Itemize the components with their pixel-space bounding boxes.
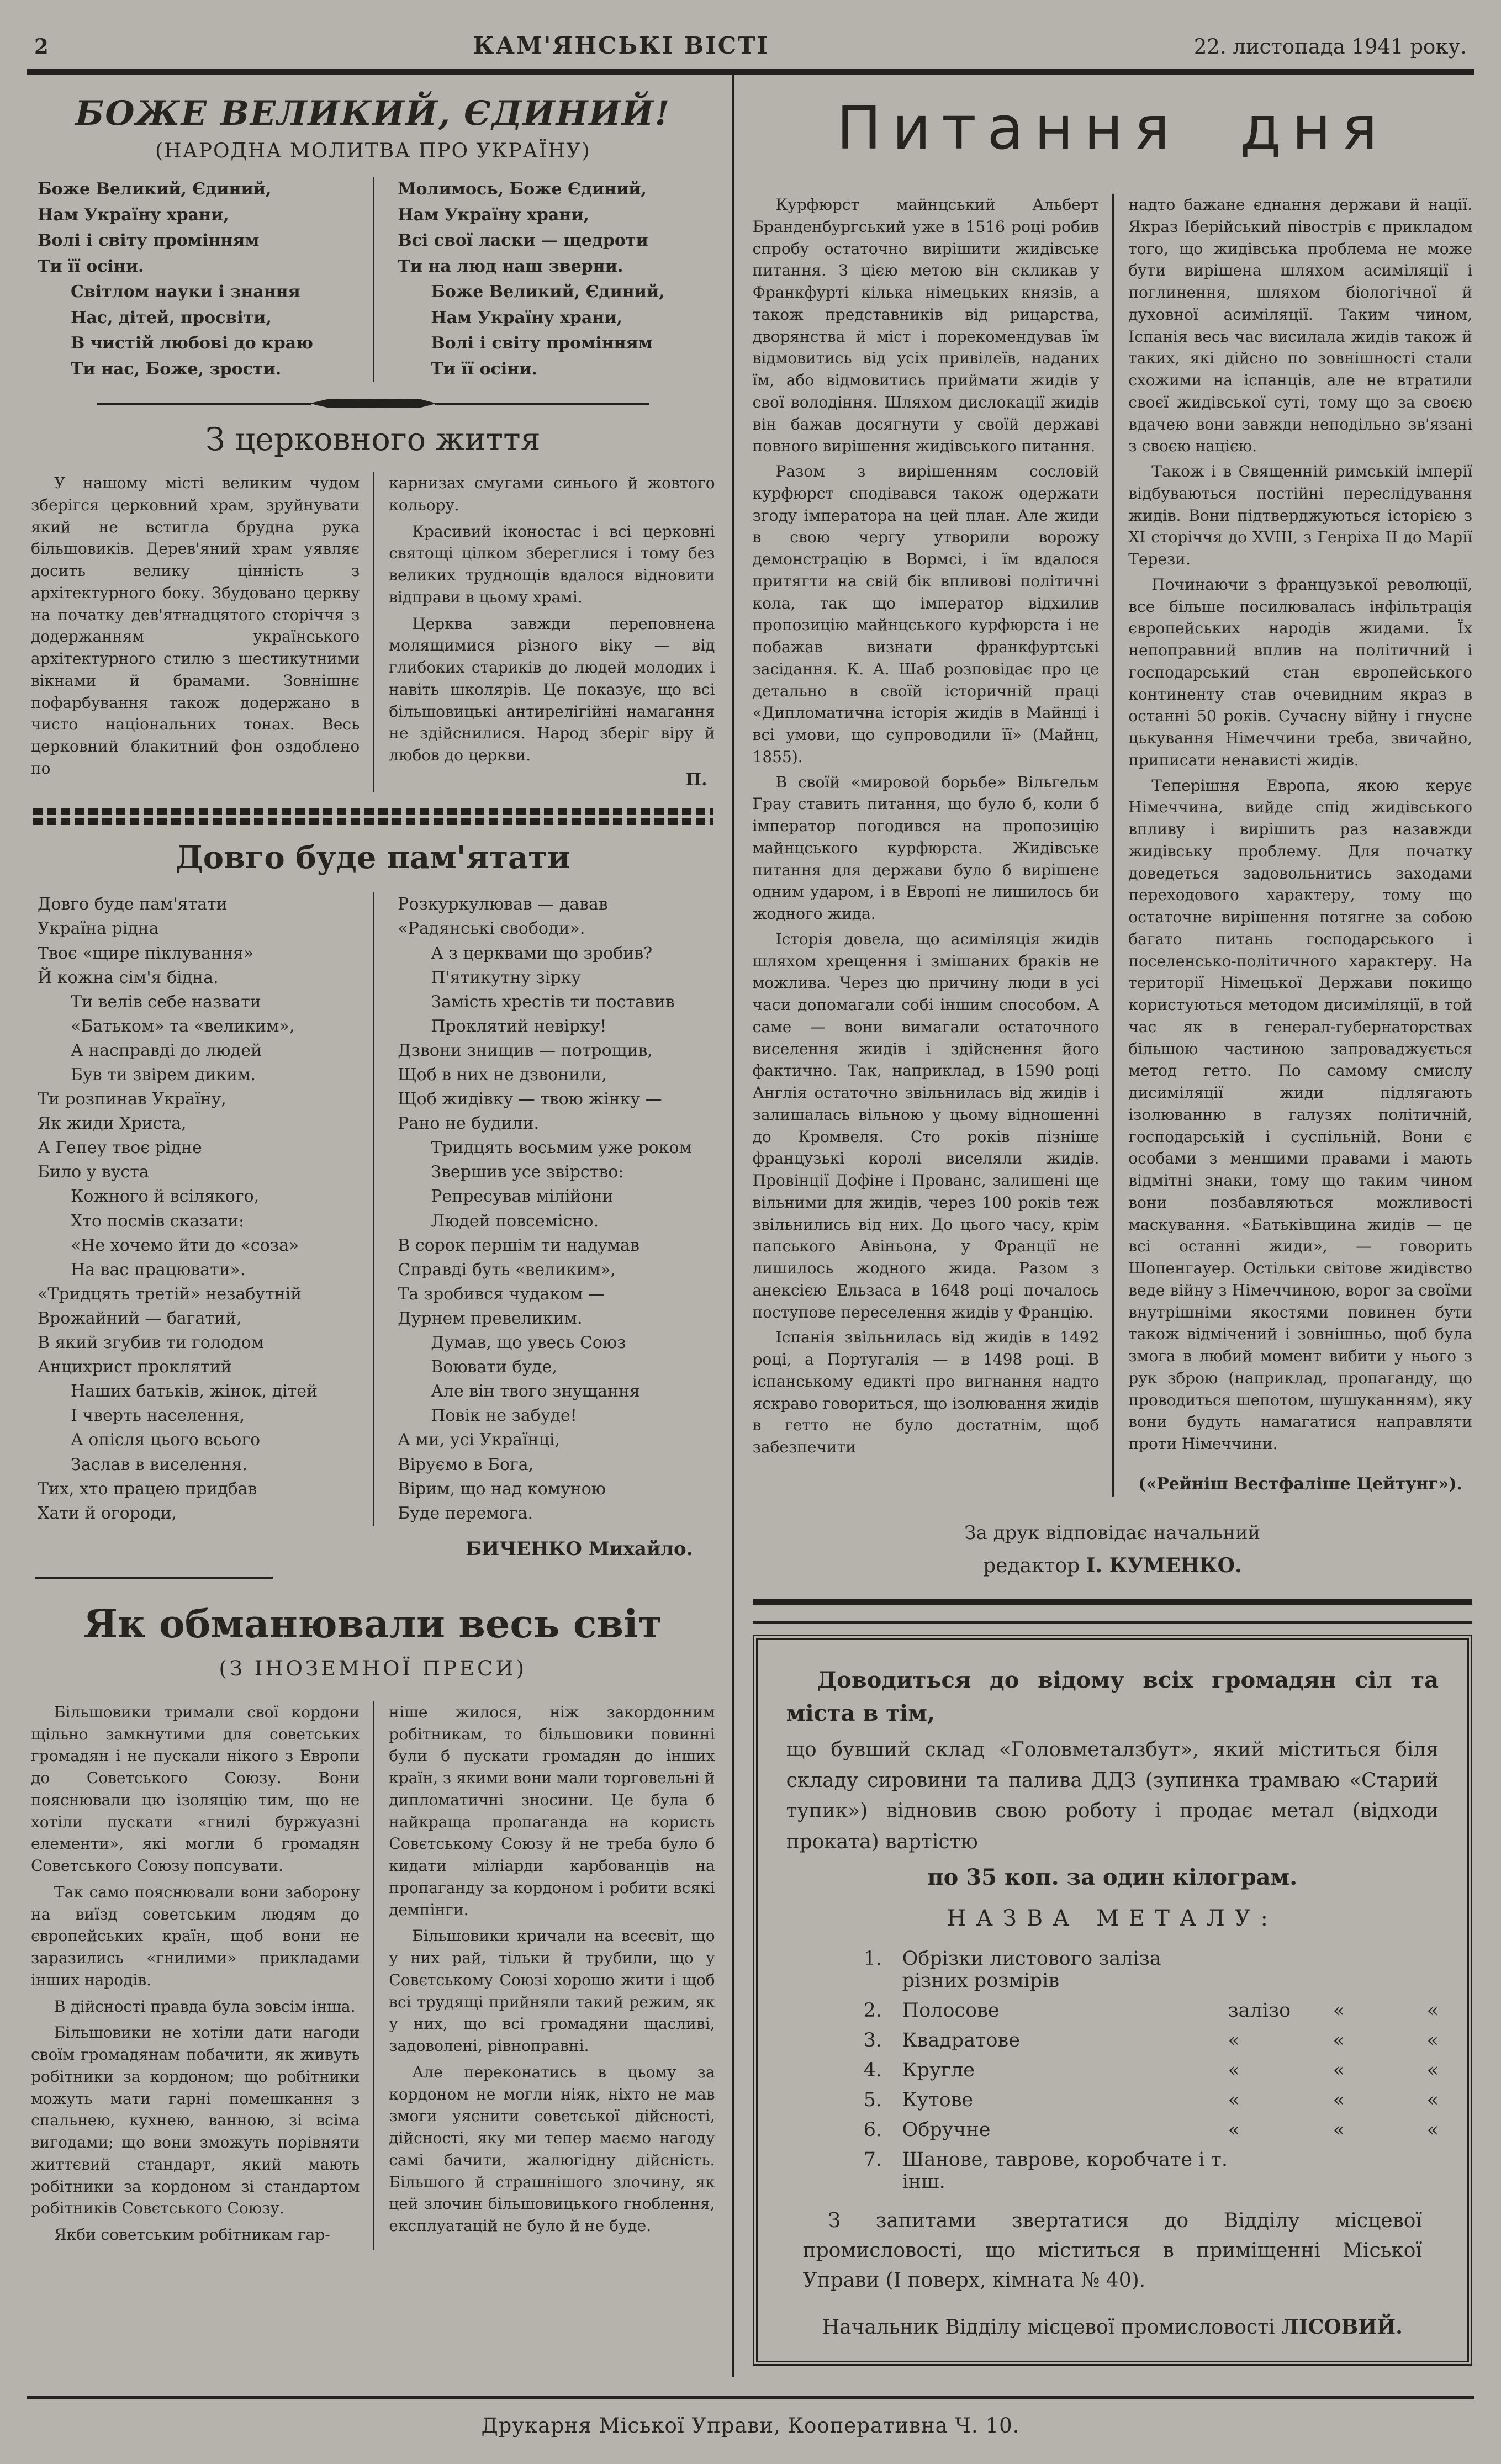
poem-line: Наших батьків, жінок, дітей <box>71 1382 318 1402</box>
poem-line: Волі і світу промінням <box>38 231 260 250</box>
item-name: Обручне <box>902 2118 991 2141</box>
item-ditto-2: « <box>1333 1999 1345 2022</box>
question-col-2 <box>1112 194 1472 1497</box>
poem-line: Ти розпинав Україну, <box>38 1090 226 1109</box>
deceive-columns <box>31 1701 715 2250</box>
deceive-col-1 <box>31 1701 373 2250</box>
poem-line: Заслав в виселення. <box>71 1455 247 1474</box>
poem-line: «Батьком» та «великим», <box>71 1016 295 1036</box>
editor-name: І. КУМЕНКО. <box>1086 1553 1242 1577</box>
poem-verse-col-1 <box>31 892 373 1525</box>
divider-line <box>97 403 311 405</box>
poem-line: Тридцять восьмим уже роком <box>431 1138 692 1158</box>
poem-line: Світлом науки і знання <box>71 282 300 302</box>
paragraph: Так само пояснювали вони заборону на виїзд советським людям до європейських країн, щоб вони не заразились «гнилими» прикладами інших народів. <box>31 1883 360 1989</box>
poem-line: Але він твого знущання <box>431 1382 640 1402</box>
page-header <box>27 10 1474 75</box>
poem-line: А Гепеу твоє рідне <box>38 1138 202 1158</box>
poem-line: Думав, що увесь Союз <box>431 1333 626 1353</box>
poem-line: Звершив усе звірство: <box>431 1162 624 1182</box>
item-ditto-1 <box>1228 2149 1333 2193</box>
item-ditto-2: « <box>1333 2118 1345 2141</box>
page-number: 2 <box>34 34 49 59</box>
poem-line: Молимось, Боже Єдиний, <box>398 179 647 199</box>
poem-line: Замість хрестів ти поставив <box>431 992 675 1012</box>
question-section <box>753 94 1472 1497</box>
poem-line: Повік не забуде! <box>431 1406 577 1426</box>
church-col-2-paras <box>389 472 715 766</box>
paragraph: В дійсності правда була зовсім інша. <box>54 1997 356 2016</box>
item-ditto-2: « <box>1333 2029 1345 2051</box>
poem-line: Ти її осіни. <box>431 359 537 379</box>
poem-line: І чверть населення, <box>71 1406 245 1426</box>
poem-line: В чистій любові до краю <box>71 334 313 353</box>
item-ditto-3: « <box>1426 2029 1439 2051</box>
paragraph: Іспанія звільнилась від жидів в 1492 році, а Португалія — в 1498 році. В іспанському едикті про вигнання надто яскраво говориться, що ізолювання жидів в гетто не було достатнім, щоб забезпечити <box>752 1328 1100 1456</box>
poem-line: Нам Україну храни, <box>431 308 622 327</box>
paragraph: Більшовики не хотіли дати нагоди своїм громадянам побачити, як живуть робітники за кордоном; що робітники можуть мати гарні помешкання з спальнею, кухнею, ванною, зі всіма вигодами; що вони зможуть порівняти життєвий стандарт, який мають робітники за кордоном зі стандартом робітників Совєтського Союзу. <box>31 2023 360 2218</box>
poem-verse-col-2 <box>373 892 715 1525</box>
poem-line: Нас, дітей, просвіти, <box>71 308 272 327</box>
diamond-divider <box>97 399 649 408</box>
poem-line: Щоб в них не дзвонили, <box>398 1065 607 1085</box>
paragraph: Церква завжди переповнена молящимися різного віку — від глибоких стариків до людей молодих і навіть школярів. Це показує, що всі більшовицькі антирелігійні намагання не здійснилися. Народ зберіг віру й любов до церкви. <box>389 614 715 764</box>
item-ditto-1: « <box>1228 2059 1240 2081</box>
poem-line: Ти нас, Боже, зрости. <box>71 359 282 379</box>
item-number: 2. <box>863 1999 882 2022</box>
church-columns <box>31 472 715 792</box>
poem-line: Воювати буде, <box>431 1357 557 1377</box>
item-number: 4. <box>863 2059 882 2081</box>
paragraph: Також і в Священній римській імперії відбуваються постійні переслідування жидів. Вони підтверджуються історією з XI сторіччя до XVIII, з Генріха II до Марії Терези. <box>1128 462 1472 568</box>
paragraph: У нашому місті великим чудом зберігся церковний храм, зруйнувати який не встигла брудна рука більшовиків. Дерев'яний храм уявляє досить велику цінність з архітектурного боку. Збудовано церкву на початку дев'ятнадцятого сторіччя з додержанням українського архітектурного стилю з шестикутними вікнами й брамами. Зовнішнє пофарбування також додержано в чисто національних тонах. Весь церковний блакитний фон оздоблено по <box>31 474 360 778</box>
metal-list-item <box>864 1948 1439 1992</box>
poem-line: Віруємо в Бога, <box>398 1455 534 1474</box>
metal-list-item <box>864 2149 1439 2193</box>
poem-line: Нам Україну храни, <box>398 205 589 225</box>
poem-line: Репресував мілійони <box>431 1187 614 1207</box>
ad-signature-name: ЛІСОВИЙ. <box>1281 2315 1403 2339</box>
question-title: Питання дня <box>836 94 1388 163</box>
item-ditto-2 <box>1333 2149 1427 2193</box>
deceive-title: Як обманювали весь світ <box>83 1600 663 1647</box>
poem-line: П'ятикутну зірку <box>431 967 581 987</box>
question-col-1 <box>753 194 1113 1497</box>
paragraph: Але переконатись в цьому за кордоном не могли ніяк, ніхто не мав змоги уяснити советської дійсності, дійсності, яку ми тепер маємо нагоду самі бачити, жалюгідну дійсність. Більшого й страшнішого злочину, як цей злочин більшовицького гноблення, експлуатацій не було й не буде. <box>389 2063 715 2235</box>
poem-line: Боже Великий, Єдиний, <box>431 282 665 302</box>
ad-price: по 35 коп. за один кілограм. <box>927 1864 1298 1890</box>
section-rule <box>35 1577 273 1579</box>
masthead-title: КАМ'ЯНСЬКІ ВІСТІ <box>473 32 770 59</box>
deceive-col-2 <box>373 1701 715 2250</box>
poem-line: А насправді до людей <box>71 1040 262 1060</box>
item-ditto-2: « <box>1333 2059 1345 2081</box>
left-column-half <box>27 75 734 2377</box>
paragraph: Красивий іконостас і всі церковні святощі цілком збереглися і тому без великих труднощів вдалося відновити відправи в цьому храмі. <box>389 522 715 606</box>
poem-line: Дурнем превеликим. <box>398 1308 583 1328</box>
prayer-subtitle: (НАРОДНА МОЛИТВА ПРО УКРАЇНУ) <box>155 140 591 162</box>
item-number: 7. <box>863 2148 882 2171</box>
poem-section <box>31 839 715 1578</box>
metal-list-item <box>864 2119 1439 2141</box>
poem-line: Твоє «щире піклування» <box>38 943 254 963</box>
poem-line: Ти на люд наш зверни. <box>398 256 623 276</box>
item-name: Обрізки листового заліза різних розмірів <box>902 1947 1161 1992</box>
paragraph: Разом з вирішенням сословій курфюрст сподівався також одержати згоду імператора на цей план. Але жиди в свою чергу утворили ворожу демонстрацію в Вормсі, і їм вдалося притягти на свій бік впливові політичні кола, так що імператор відхилив пропозицію майнцського курфюрста і не побажав визнати франкфуртські засідання. К. А. Шаб розповідає про це детально в своїй історичній праці «Дипломатична історія жидів в Майнці і всі умови, що супроводили її» (Майнц, 1855). <box>752 462 1100 766</box>
item-name: Шанове, таврове, коробчате і т. інш. <box>902 2148 1228 2193</box>
poem-line: Волі і світу промінням <box>431 334 653 353</box>
prayer-section <box>31 94 715 382</box>
advertisement-box <box>753 1635 1472 2366</box>
item-ditto-3: « <box>1426 2088 1439 2111</box>
poem-line: Нам Україну храни, <box>38 205 229 225</box>
prayer-verse-col-2 <box>373 177 715 382</box>
divider-line <box>435 403 648 405</box>
item-ditto-1: « <box>1228 2029 1240 2051</box>
poem-line: Рано не будили. <box>398 1114 539 1134</box>
poem-line: На вас працювати». <box>71 1260 246 1279</box>
thick-rule <box>753 1599 1472 1605</box>
poem-line: Анцихрист проклятий <box>38 1357 232 1377</box>
right-column-half <box>734 75 1474 2377</box>
poem-line: Довго буде пам'ятати <box>38 895 228 914</box>
deceive-subtitle: (З ІНОЗЕМНОЇ ПРЕСИ) <box>219 1656 527 1680</box>
prayer-verse-col-1 <box>31 177 373 382</box>
prayer-verses <box>31 177 715 382</box>
item-ditto-1: « <box>1228 2088 1240 2111</box>
poem-line: Дзвони знищив — потрощив, <box>398 1040 653 1060</box>
metal-list-item <box>864 2029 1439 2051</box>
item-ditto-1: « <box>1228 2118 1240 2141</box>
ad-intro: Доводиться до відому всіх громадян сіл та міста в тім, <box>786 1667 1439 1726</box>
item-name: Полосове <box>902 1999 1000 2022</box>
poem-line: Та зробився чудаком — <box>398 1284 605 1304</box>
poem-line: Ти її осіни. <box>38 256 144 276</box>
paragraph: Теперішня Европа, якою керує Німеччина, вийде спід жидівського впливу і вирішить раз назавжди жидівську проблему. Для початку доведеться задовольнитись заходами переходового характеру, тому що остаточне вирішення потягне за собою багато питань господарського і поселенсько-політичного характеру. На території Німецької Держави покищо користуються методом дисиміляції, в той час як в генерал-губернаторствах більшою частиною запроваджується метод гетто. По самому смислу дисиміляції жиди підлягають ізолюванню в галузях політичній, господарській і суспільній. Вони є особами з меншими правами і мають відмітні знаки, тому що таким чином вони позбавляються можливості маскування. «Батьківщина жидів — це всі останні жиди», — говорить Шопенгауер. Остільки світове жидівство веде війну з Німеччиною, ворог за своїми внутрішніми якостями повинен бути також відмічений і зовнішньо, щоб була змога в любий момент вибити у нього з рук зброю (наприклад, пропаганду, що проводиться шепотом, шушуканням), яку вони будуть намагатися направляти проти Німеччини. <box>1128 776 1472 1453</box>
item-ditto-1 <box>1228 1948 1333 1992</box>
item-ditto-3 <box>1427 2149 1439 2193</box>
editor-block <box>769 1522 1456 1577</box>
item-ditto-3 <box>1427 1948 1439 1992</box>
ad-contact: З запитами звертатися до Відділу місцевої промисловості, що міститься в приміщенні Міської Управи (I поверх, кімната № 40). <box>802 2209 1422 2292</box>
paragraph: Більшовики кричали на всесвіт, що у них рай, тільки й трубили, що у Совєтському Союзі хорошо жити і щоб всі трудящі прийняли такий режим, як у них, що всі громадяни щасливі, задоволені, рівноправні. <box>389 1927 715 2055</box>
poem-title: Довго буде пам'ятати <box>176 839 570 876</box>
ad-signature <box>786 2315 1439 2339</box>
poem-line: Тих, хто працею придбав <box>38 1479 257 1499</box>
item-ditto-2: « <box>1333 2088 1345 2111</box>
issue-date: 22. листопада 1941 року. <box>1193 35 1467 59</box>
paragraph: ніше жилося, ніж закордонним робітникам, то більшовики повинні були б пускати громадян до інших країн, з якими вони мали торговельні й дипломатичні зносини. Це була б найкраща пропаганда на користь Совєтському Союзу й не треба було б кидати міліарди карбованців на пропаганду за кордоном і робити всякі демпінги. <box>389 1702 715 1919</box>
paragraph: Курфюрст майнцський Альберт Бранденбургський уже в 1516 році робив спробу остаточно вирішити жидівське питання. З цією метою він скликав у Франкфурті кілька німецьких князів, а також представників від рицарства, дворянства й міст і порекомендував їм відмовитись від усіх привілеїв, наданих їм, або відмовитись приймати жидів у свої володіння. Шляхом дислокації жидів він бажав досягнути у своїй державі повного вирішення жидівського питання. <box>752 195 1100 456</box>
item-number: 5. <box>863 2088 882 2111</box>
poem-line: Розкуркулював — давав <box>398 895 608 914</box>
poem-line: Хто посмів сказати: <box>71 1211 245 1231</box>
ad-body: що бувший склад «Головметалзбут», який міститься біля складу сировини та палива ДДЗ (зупинка трамваю «Старий тупик») відновив свою роботу і продає метал (відходи проката) вартістю <box>786 1738 1439 1854</box>
poem-line: А з церквами що зробив? <box>431 943 653 963</box>
poem-line: В який згубив ти голодом <box>38 1333 264 1353</box>
question-col-2-paras <box>1128 194 1472 1455</box>
question-columns <box>753 194 1472 1497</box>
church-title: З церковного життя <box>205 421 541 458</box>
church-section <box>31 421 715 792</box>
church-col-1 <box>31 472 373 792</box>
item-ditto-3: « <box>1426 2118 1439 2141</box>
deceive-section <box>31 1601 715 2250</box>
item-number: 6. <box>863 2118 882 2141</box>
poem-line: Било у вуста <box>38 1162 149 1182</box>
item-number: 1. <box>863 1947 882 1970</box>
church-signature: П. <box>685 770 707 790</box>
item-name: Кутове <box>902 2088 974 2111</box>
poem-verses <box>31 892 715 1525</box>
item-ditto-3: « <box>1426 1999 1439 2022</box>
page-body <box>27 75 1474 2377</box>
church-col-2 <box>373 472 715 792</box>
editor-label: редактор <box>983 1554 1080 1577</box>
metal-list-item <box>864 2089 1439 2111</box>
paragraph: Історія довела, що асиміляція жидів шляхом хрещення і змішаних браків не можлива. Через цю причину люди в усі часи допомагали собі іншим способом. А саме — вони вимагали остаточного виселення жидів і здійснення його фактично. Так, наприклад, в 1590 році Англія остаточно звільнилась від жидів і залишалась вільною у цьому відношенні до Кромвеля. Сто років пізніше французькі королі виселяли жидів. Провінції Дофіне і Прованс, залишені ще вільними для жидів, через 100 років теж звільнились від них. До цього часу, крім папського Авіньона, у Франції не лишилось жодного жида. Разом з анексією Ельзаса в 1648 році почалось поступове переселення жидів у Францію. <box>752 929 1100 1321</box>
poem-line: Й кожна сім'я бідна. <box>38 967 219 987</box>
poem-line: Людей повсемісно. <box>431 1211 599 1231</box>
prayer-title: БОЖЕ ВЕЛИКИЙ, ЄДИНИЙ! <box>75 94 671 133</box>
paragraph: надто бажане єднання держави й нації. Якраз Іберійський півострів є прикладом того, що жидівська проблема не може бути вирішена шляхом асиміляції і поглинення, шляхом біологічної й духовної асиміляції. Таким чином, Іспанія весь час висилала жидів також й таких, які дійсно по зовнішності стали схожими на іспанців, але не втратили своєї жидівської суті, тому що за своєю вдачею вони завжди неподільно зв'язані з своєю нацією. <box>1128 195 1472 456</box>
editor-line: За друк відповідає начальний <box>964 1521 1261 1544</box>
paragraph: Починаючи з французької революції, все більше посилювалась інфільтрація європейських народів жидами. Їх непоправний вплив на політичний і господарський стан європейського континенту став очевидним якраз в останні 50 років. Сучасну війну і гнусне цькування Німеччини треба, звичайно, приписати ненависті жидів. <box>1128 575 1472 769</box>
poem-line: Україна рідна <box>38 919 159 939</box>
item-name: Кругле <box>902 2059 975 2081</box>
paragraph: Якби советським робітникам гар- <box>54 2225 330 2244</box>
poem-line: Щоб жидівку — твою жінку — <box>398 1090 662 1109</box>
poem-line: Боже Великий, Єдиний, <box>38 179 272 199</box>
poem-line: Ти велів себе назвати <box>71 992 261 1012</box>
poem-author-signature: БИЧЕНКО Михайло. <box>466 1537 693 1560</box>
paragraph: Більшовики тримали свої кордони щільно замкнутими для советських громадян і не пускали нікого з Европи до Советського Союзу. Вони пояснювали цю ізоляцію тим, що не хотіли пускати «гнилі буржуазні елементи», які могли б громадян Советського Союзу попсувати. <box>31 1702 360 1875</box>
poem-line: «Тридцять третій» незабутній <box>38 1284 302 1304</box>
metal-list-item <box>864 2000 1439 2022</box>
item-ditto-1: залізо <box>1228 1999 1291 2022</box>
poem-line: Буде перемога. <box>398 1503 533 1523</box>
poem-line: В сорок першім ти надумав <box>398 1235 639 1255</box>
ad-signature-label: Начальник Відділу місцевої промисловості <box>822 2315 1275 2339</box>
poem-line: Проклятий невірку! <box>431 1016 607 1036</box>
diamond-icon <box>309 399 436 408</box>
metal-list <box>786 1948 1439 2193</box>
metal-list-item <box>864 2059 1439 2081</box>
item-ditto-3: « <box>1426 2059 1439 2081</box>
item-number: 3. <box>863 2029 882 2051</box>
paragraph: карнизах смугами синього й жовтого кольору. <box>389 474 715 514</box>
ad-list-title: НАЗВА МЕТАЛУ: <box>947 1905 1278 1931</box>
poem-line: А ми, усі Українці, <box>398 1430 561 1450</box>
item-ditto-2 <box>1333 1948 1427 1992</box>
editor-name-line <box>769 1554 1456 1577</box>
poem-line: Як жиди Христа, <box>38 1114 187 1134</box>
ornamental-rule <box>33 808 713 825</box>
poem-line: Врожайний — багатий, <box>38 1308 242 1328</box>
poem-line: А опісля цього всього <box>71 1430 261 1450</box>
poem-line: Кожного й всілякого, <box>71 1187 260 1207</box>
poem-line: Хати й огороди, <box>38 1503 177 1523</box>
thin-rule <box>753 1621 1472 1624</box>
poem-line: Був ти звірем диким. <box>71 1065 256 1085</box>
article-source: («Рейніш Вестфаліше Цейтунг»). <box>1138 1474 1463 1494</box>
poem-line: Справді буть «великим», <box>398 1260 616 1279</box>
poem-line: «Радянські свободи». <box>398 919 585 939</box>
item-name: Квадратове <box>902 2029 1020 2051</box>
poem-line: Вірим, що над комуною <box>398 1479 606 1499</box>
imprint-footer: Друкарня Міської Управи, Кооперативна Ч. 10. <box>27 2396 1474 2464</box>
poem-line: «Не хочемо йти до «соза» <box>71 1235 299 1255</box>
paragraph: В своїй «мировой борьбе» Вільгельм Грау ставить питання, що було б, коли б імператор погодився на пропозицію майнцського курфюрста. Жидівське питання для держави було б вирішене одним ударом, і в Европі не лишилось би жодного жида. <box>752 773 1100 923</box>
poem-line: Всі свої ласки — щедроти <box>398 231 648 250</box>
